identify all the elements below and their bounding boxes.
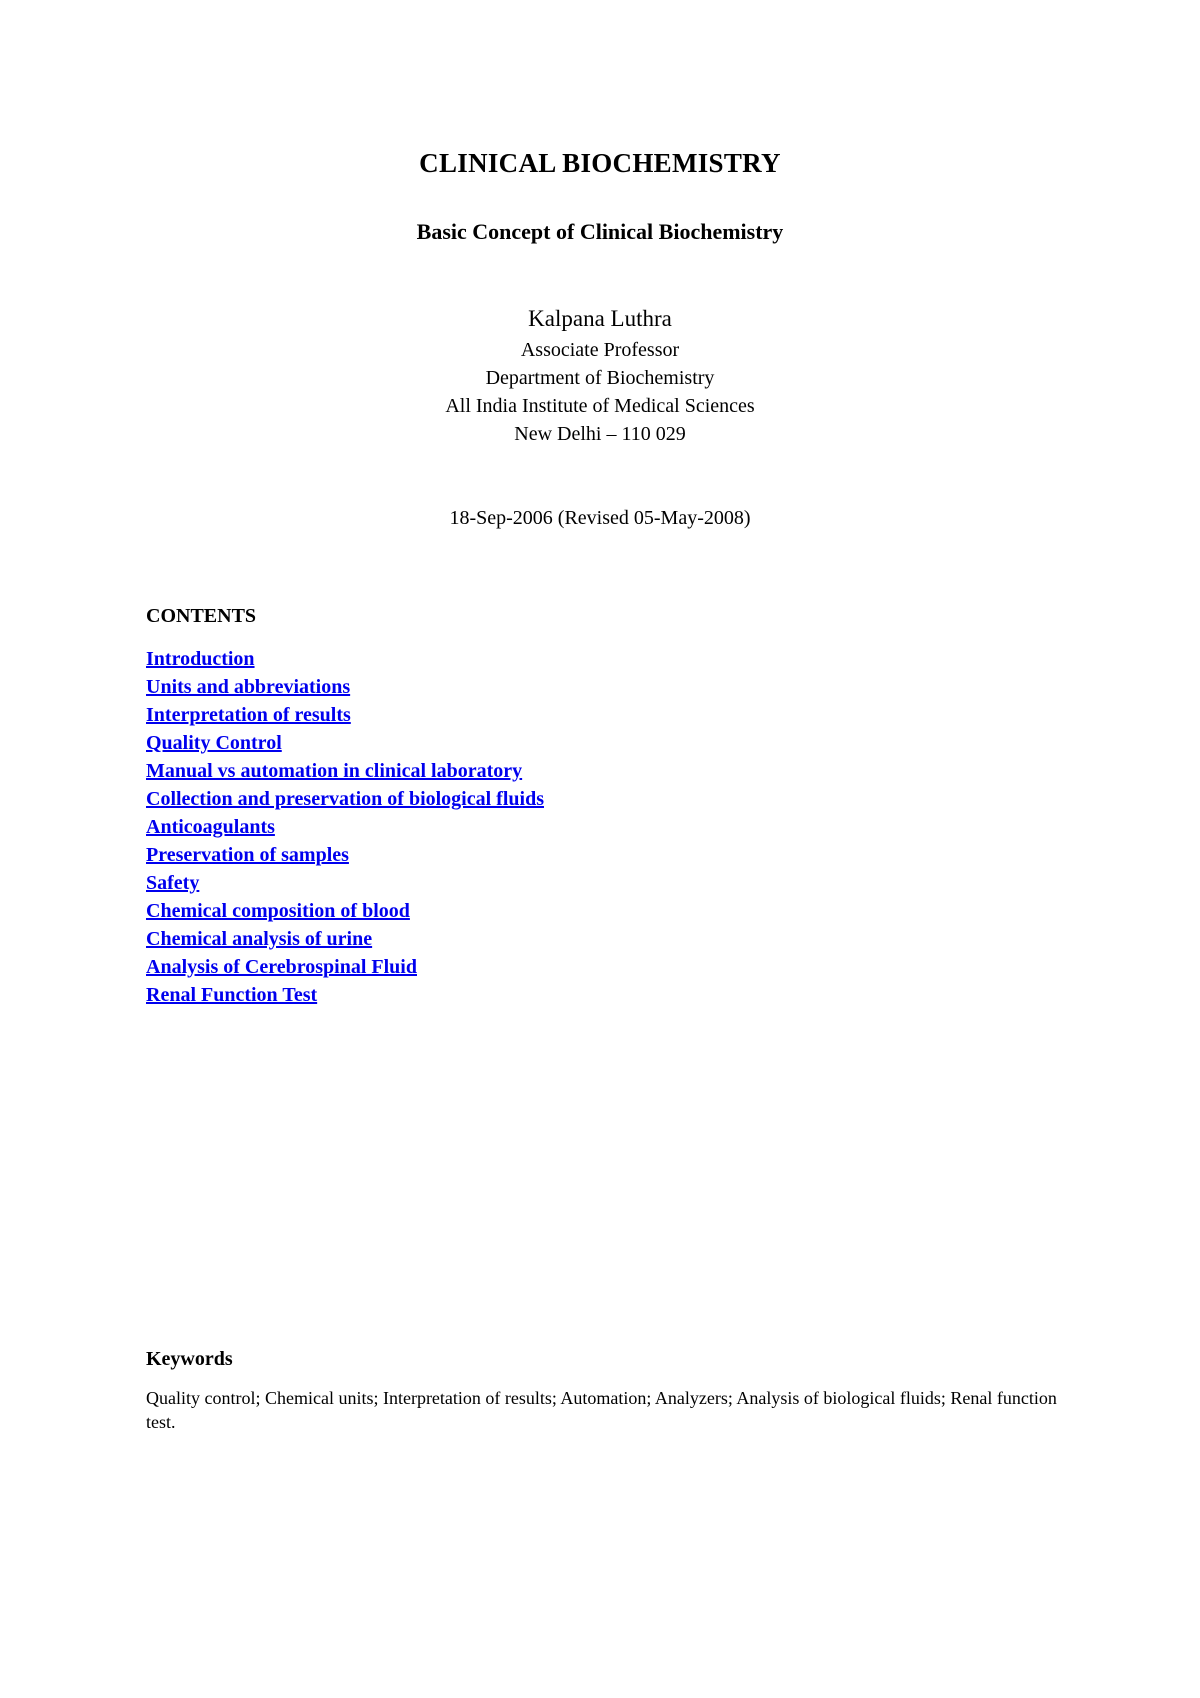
toc-link-units-and-abbreviations[interactable]: Units and abbreviations bbox=[146, 676, 351, 698]
keywords-heading: Keywords bbox=[146, 1348, 233, 1370]
toc-link-renal-function-test[interactable]: Renal Function Test bbox=[146, 984, 318, 1006]
toc-link-preservation-of-samples[interactable]: Preservation of samples bbox=[146, 844, 349, 866]
toc-link-chemical-analysis-of-urine[interactable]: Chemical analysis of urine bbox=[146, 928, 373, 950]
affiliation-position: Associate Professor bbox=[520, 339, 680, 361]
toc-link-quality-control[interactable]: Quality Control bbox=[146, 732, 282, 754]
author-affiliation bbox=[0, 336, 1200, 448]
document-date: 18-Sep-2006 (Revised 05-May-2008) bbox=[449, 507, 751, 529]
toc-link-collection-and-preservation[interactable]: Collection and preservation of biological fluids bbox=[146, 788, 544, 810]
toc-item bbox=[146, 757, 544, 785]
toc-item bbox=[146, 729, 544, 757]
toc-item bbox=[146, 785, 544, 813]
toc-link-analysis-of-csf[interactable]: Analysis of Cerebrospinal Fluid bbox=[146, 956, 417, 978]
toc-item bbox=[146, 897, 544, 925]
toc-item bbox=[146, 953, 544, 981]
toc-item bbox=[146, 925, 544, 953]
toc-link-introduction[interactable]: Introduction bbox=[146, 648, 255, 670]
toc-item bbox=[146, 813, 544, 841]
affiliation-location: New Delhi – 110 029 bbox=[514, 423, 686, 445]
toc-item bbox=[146, 701, 544, 729]
contents-heading: CONTENTS bbox=[146, 605, 257, 627]
keywords-text: Quality control; Chemical units; Interpretation of results; Automation; Analyzers; Analysis of biological fluids; Renal function test. bbox=[146, 1388, 1057, 1432]
document-subtitle: Basic Concept of Clinical Biochemistry bbox=[416, 219, 784, 244]
toc-item bbox=[146, 981, 544, 1009]
toc-item bbox=[146, 645, 544, 673]
toc-link-anticoagulants[interactable]: Anticoagulants bbox=[146, 816, 275, 838]
toc-link-manual-vs-automation[interactable]: Manual vs automation in clinical laboratory bbox=[146, 760, 523, 782]
toc-link-chemical-composition-of-blood[interactable]: Chemical composition of blood bbox=[146, 900, 410, 922]
table-of-contents bbox=[146, 645, 544, 1009]
toc-link-interpretation-of-results[interactable]: Interpretation of results bbox=[146, 704, 351, 726]
toc-item bbox=[146, 673, 544, 701]
affiliation-department: Department of Biochemistry bbox=[485, 367, 715, 389]
author-name: Kalpana Luthra bbox=[528, 306, 672, 331]
toc-link-safety[interactable]: Safety bbox=[146, 872, 200, 894]
document-title: CLINICAL BIOCHEMISTRY bbox=[419, 148, 781, 178]
toc-item bbox=[146, 869, 544, 897]
affiliation-institute: All India Institute of Medical Sciences bbox=[445, 395, 755, 417]
toc-item bbox=[146, 841, 544, 869]
